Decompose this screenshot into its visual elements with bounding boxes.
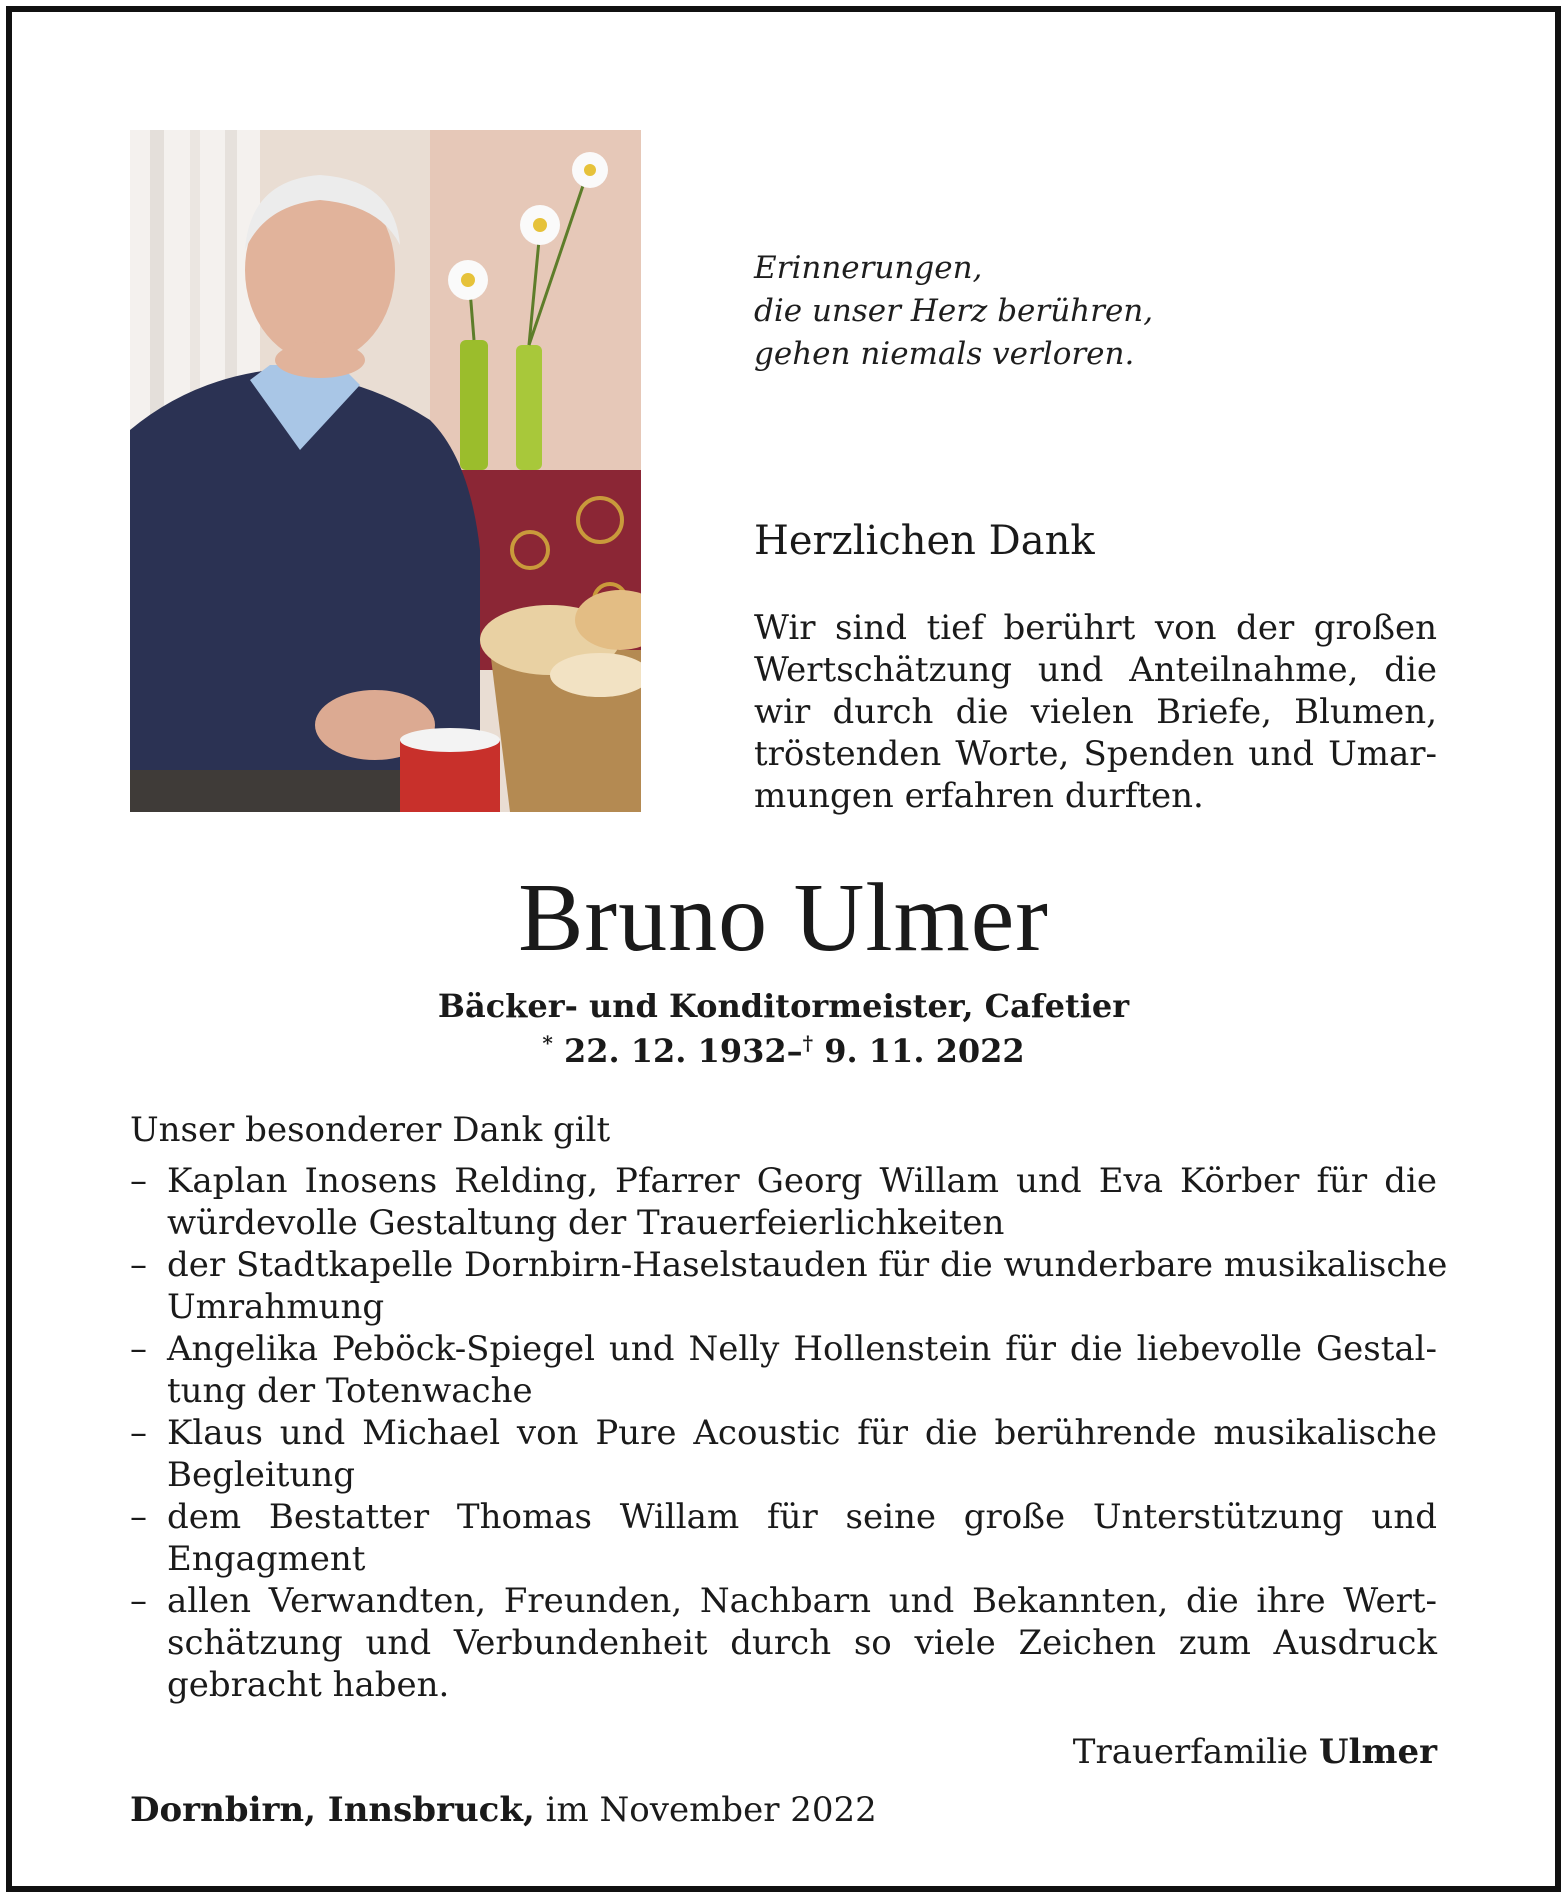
thanks-line: tröstenden Worte, Spenden und Umar- bbox=[754, 734, 1437, 774]
birth-date: 22. 12. 1932 bbox=[563, 1032, 787, 1070]
list-item bbox=[130, 1244, 1448, 1328]
deceased-profession: Bäcker- und Konditormeister, Cafetier bbox=[437, 987, 1130, 1025]
thanks-line: wir durch die vielen Briefe, Blumen, bbox=[754, 692, 1437, 732]
quote-line: gehen niemals verloren. bbox=[754, 336, 1135, 372]
list-item-line: allen Verwandten, Freunden, Nachbarn und Bekannten, die ihre Wert- bbox=[167, 1581, 1437, 1621]
list-item-line: Angelika Peböck-Spiegel und Nelly Hollenstein für die liebevolle Gestal- bbox=[167, 1329, 1437, 1369]
list-dash: – bbox=[130, 1161, 147, 1201]
list-dash: – bbox=[130, 1581, 147, 1621]
list-item bbox=[130, 1580, 1437, 1706]
list-dash: – bbox=[130, 1413, 147, 1453]
list-item-line: Begleitung bbox=[167, 1455, 355, 1495]
list-item-line: der Stadtkapelle Dornbirn-Haselstauden für die wunderbare musikalische bbox=[167, 1245, 1448, 1285]
list-item bbox=[130, 1160, 1437, 1244]
list-item-line: dem Bestatter Thomas Willam für seine große Unterstützung und bbox=[167, 1497, 1437, 1537]
list-item bbox=[130, 1412, 1437, 1496]
special-thanks-list bbox=[130, 1160, 1448, 1706]
list-dash: – bbox=[130, 1329, 147, 1369]
place-date-line bbox=[130, 1789, 877, 1831]
memorial-quote bbox=[754, 247, 1254, 376]
death-date: 9. 11. 2022 bbox=[824, 1032, 1025, 1070]
signature-family-name: Ulmer bbox=[1318, 1732, 1437, 1772]
signature-prefix: Trauerfamilie bbox=[1072, 1732, 1309, 1772]
thanks-paragraph bbox=[754, 607, 1437, 817]
death-mark: † bbox=[802, 1031, 814, 1055]
special-thanks-intro: Unser besonderer Dank gilt bbox=[130, 1110, 611, 1150]
list-item-line: schätzung und Verbundenheit durch so viele Zeichen zum Ausdruck bbox=[167, 1623, 1437, 1663]
list-item-line: würdevolle Gestaltung der Trauerfeierlichkeiten bbox=[167, 1203, 1005, 1243]
list-item-line: Umrahmung bbox=[167, 1287, 385, 1327]
deceased-name: Bruno Ulmer bbox=[518, 864, 1049, 972]
list-item-line: Kaplan Inosens Relding, Pfarrer Georg Willam und Eva Körber für die bbox=[167, 1161, 1437, 1201]
list-dash: – bbox=[130, 1497, 147, 1537]
birth-mark: * bbox=[542, 1031, 553, 1055]
thanks-line: mungen erfahren durften. bbox=[754, 776, 1204, 816]
thanks-line: Wir sind tief berührt von der großen bbox=[754, 608, 1437, 648]
thanks-line: Wertschätzung und Anteilnahme, die bbox=[754, 650, 1437, 690]
life-dates bbox=[0, 1030, 1567, 1072]
quote-line: die unser Herz berühren, bbox=[754, 293, 1154, 329]
list-item bbox=[130, 1328, 1437, 1412]
list-item-line: Engagment bbox=[167, 1539, 366, 1579]
list-item bbox=[130, 1496, 1437, 1580]
quote-line: Erinnerungen, bbox=[754, 250, 983, 286]
date-separator: – bbox=[786, 1032, 803, 1070]
places: Dornbirn, Innsbruck, bbox=[130, 1790, 535, 1830]
thanks-heading: Herzlichen Dank bbox=[754, 518, 1095, 564]
family-signature bbox=[1073, 1731, 1437, 1773]
list-dash: – bbox=[130, 1245, 147, 1285]
list-item-line: gebracht haben. bbox=[167, 1665, 450, 1705]
list-item-line: tung der Totenwache bbox=[167, 1371, 533, 1411]
list-item-line: Klaus und Michael von Pure Acoustic für die berührende musikalische bbox=[167, 1413, 1437, 1453]
notice-date: im November 2022 bbox=[545, 1790, 877, 1830]
portrait-photo bbox=[130, 130, 641, 812]
